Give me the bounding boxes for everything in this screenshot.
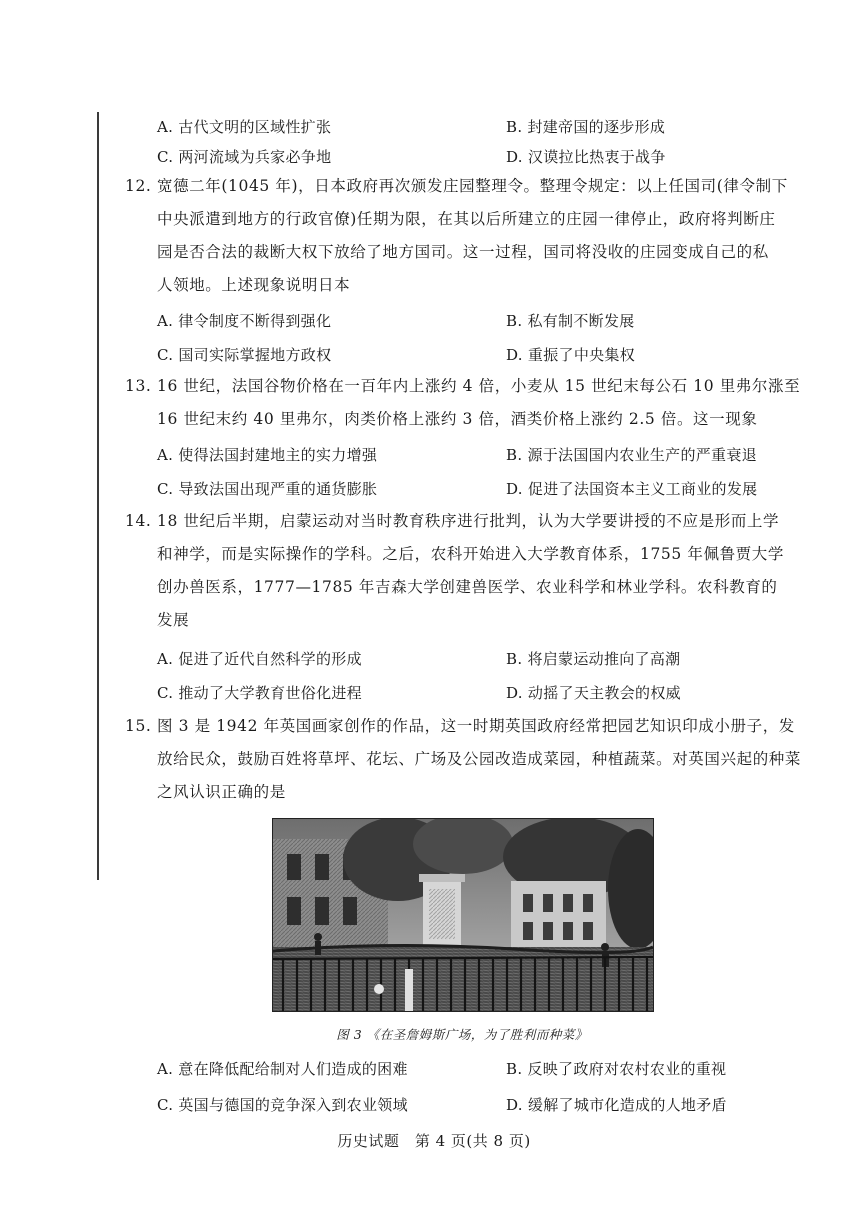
q13-stem-line: 13. 16 世纪，法国谷物价格在一百年内上涨约 4 倍，小麦从 15 世纪末每公石 10 里弗尔涨至 xyxy=(125,377,801,395)
q14-stem-line: 发展 xyxy=(157,611,190,629)
q13-options-row-2 xyxy=(157,478,797,506)
q13-option-c[interactable]: C. 导致法国出现严重的通货膨胀 xyxy=(157,480,378,498)
q11-option-a[interactable]: A. 古代文明的区域性扩张 xyxy=(157,118,332,136)
q13-stem xyxy=(125,370,801,436)
q14-option-c[interactable]: C. 推动了大学教育世俗化进程 xyxy=(157,684,362,702)
painting-illustration xyxy=(273,819,653,1011)
q13-option-d[interactable]: D. 促进了法国资本主义工商业的发展 xyxy=(506,480,758,498)
q12-options-row-1 xyxy=(157,310,797,338)
q15-stem xyxy=(125,710,802,809)
q12-options-row-2 xyxy=(157,344,797,372)
page-footer: 历史试题 第 4 页(共 8 页) xyxy=(337,1132,531,1150)
q11-option-d[interactable]: D. 汉谟拉比热衷于战争 xyxy=(506,148,666,166)
q14-stem xyxy=(125,505,784,637)
q15-option-a[interactable]: A. 意在降低配给制对人们造成的困难 xyxy=(157,1060,408,1078)
q15-stem-line: 放给民众，鼓励百姓将草坪、花坛、广场及公园改造成菜园，种植蔬菜。对英国兴起的种菜 xyxy=(157,750,802,768)
q14-stem-line: 创办兽医系，1777—1785 年吉森大学创建兽医学、农业科学和林业学科。农科教育的 xyxy=(157,578,778,596)
q12-stem-line: 12. 宽德二年(1045 年)，日本政府再次颁发庄园整理令。整理令规定：以上任国司(律令制下 xyxy=(125,177,788,195)
q15-stem-line: 之风认识正确的是 xyxy=(157,783,286,801)
q13-options-row-1 xyxy=(157,444,797,472)
q11-option-b[interactable]: B. 封建帝国的逐步形成 xyxy=(506,118,666,136)
q14-stem-line: 14. 18 世纪后半期，启蒙运动对当时教育秩序进行批判，认为大学要讲授的不应是形而上学 xyxy=(125,512,780,530)
q13-stem-line: 16 世纪末约 40 里弗尔，肉类价格上涨约 3 倍，酒类价格上涨约 2.5 倍。这一现象 xyxy=(157,410,758,428)
q12-stem-line: 园是否合法的裁断大权下放给了地方国司。这一过程，国司将没收的庄园变成自己的私 xyxy=(157,243,769,261)
q11-option-c[interactable]: C. 两河流域为兵家必争地 xyxy=(157,148,332,166)
q12-option-c[interactable]: C. 国司实际掌握地方政权 xyxy=(157,346,332,364)
q15-option-c[interactable]: C. 英国与德国的竞争深入到农业领域 xyxy=(157,1096,408,1114)
q14-option-b[interactable]: B. 将启蒙运动推向了高潮 xyxy=(506,650,681,668)
q15-option-b[interactable]: B. 反映了政府对农村农业的重视 xyxy=(506,1060,727,1078)
q13-option-a[interactable]: A. 使得法国封建地主的实力增强 xyxy=(157,446,378,464)
q11-options-row-1 xyxy=(157,116,797,144)
binding-margin-line xyxy=(97,112,99,880)
q14-option-a[interactable]: A. 促进了近代自然科学的形成 xyxy=(157,650,362,668)
q14-stem-line: 和神学，而是实际操作的学科。之后，农科开始进入大学教育体系，1755 年佩鲁贾大学 xyxy=(157,545,784,563)
q15-option-d[interactable]: D. 缓解了城市化造成的人地矛盾 xyxy=(506,1096,727,1114)
q15-options-row-2 xyxy=(157,1094,797,1122)
q14-options-row-1 xyxy=(157,648,797,676)
figure-3-painting xyxy=(272,818,654,1012)
figure-3-caption: 图 3 《在圣詹姆斯广场，为了胜利而种菜》 xyxy=(336,1027,588,1042)
q12-option-a[interactable]: A. 律令制度不断得到强化 xyxy=(157,312,332,330)
q12-stem-line: 人领地。上述现象说明日本 xyxy=(157,276,351,294)
q15-stem-line: 15. 图 3 是 1942 年英国画家创作的作品，这一时期英国政府经常把园艺知识印成小册子，发 xyxy=(125,717,795,735)
q12-option-b[interactable]: B. 私有制不断发展 xyxy=(506,312,635,330)
q14-option-d[interactable]: D. 动摇了天主教会的权威 xyxy=(506,684,681,702)
q14-options-row-2 xyxy=(157,682,797,710)
q12-option-d[interactable]: D. 重振了中央集权 xyxy=(506,346,636,364)
q12-stem-line: 中央派遣到地方的行政官僚)任期为限，在其以后所建立的庄园一律停止，政府将判断庄 xyxy=(157,210,776,228)
q15-options-row-1 xyxy=(157,1058,797,1086)
q12-stem xyxy=(125,170,788,302)
q13-option-b[interactable]: B. 源于法国国内农业生产的严重衰退 xyxy=(506,446,757,464)
